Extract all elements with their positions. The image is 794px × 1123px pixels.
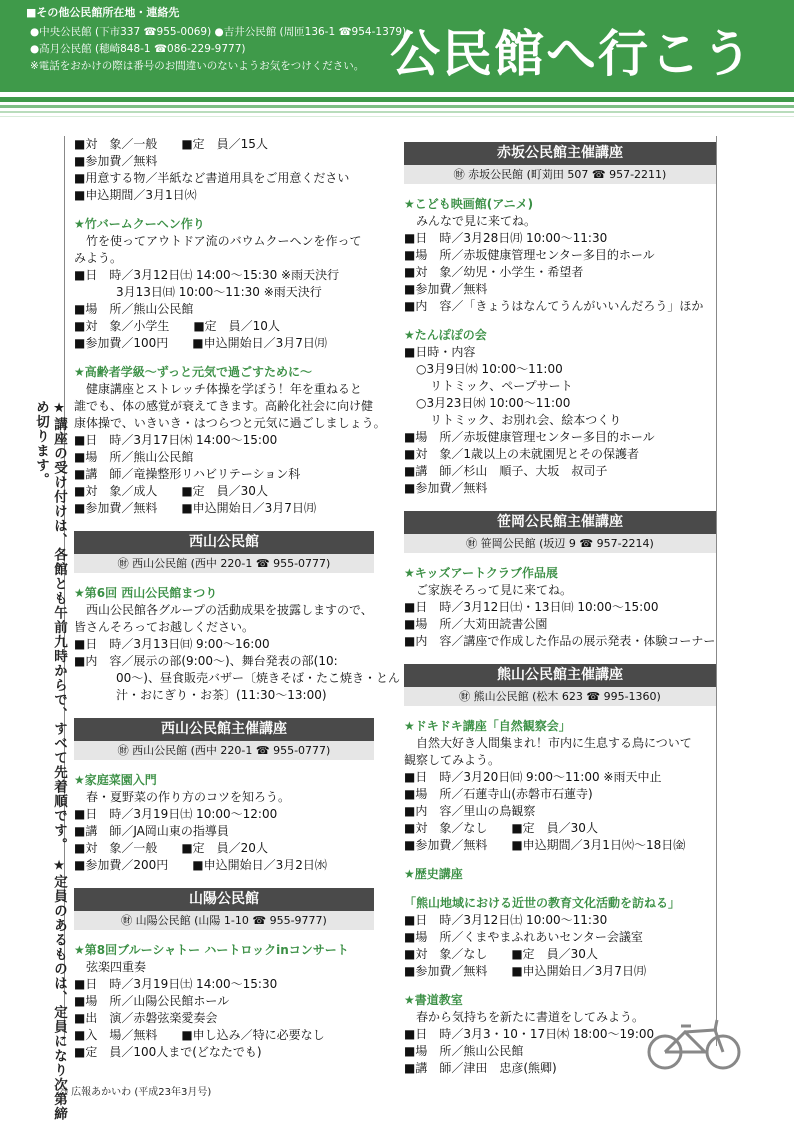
info-line: ■場 所／熊山公民館 [74,302,194,316]
info-line: ■参加費／無料 ■申込期間／3月1日㈫～18日㈮ [404,838,686,852]
info-line: リトミック、ペープサート [430,379,573,393]
side-note: ★講座の受け付けは、各館とも午前九時からで、すべて先着順です。 ★定員のあるものは、定員になり次第締め切ります。 [33,400,67,1122]
info-line: ■対 象／1歳以上の未就園児とその保護者 [404,447,639,461]
info-line: ■参加費／無料 [74,154,158,168]
event-title: ★ドキドキ講座「自然観察会」 [404,719,571,733]
info-line: ○3月23日㈬ 10:00～11:00 [416,396,571,410]
info-line: ■対 象／一般 ■定 員／20人 [74,841,268,855]
section-address: ㊖ 西山公民館 (西中 220-1 ☎ 955-0777) [74,741,374,760]
info-line: ○3月9日㈬ 10:00～11:00 [416,362,563,376]
info-line: 3月13日㈰ 10:00～11:30 ※雨天決行 [116,285,322,299]
info-line: 康体操で、いきいき・はつらつと元気に過ごしましょう。 [74,416,386,430]
header-band [0,0,794,92]
stripe [0,116,794,117]
contact-line-3: ※電話をおかけの際は番号のお間違いのないようお気をつけください。 [30,60,365,72]
info-line: ■場 所／赤坂健康管理センター多目的ホール [404,248,655,262]
info-line: ■日 時／3月20日㈰ 9:00～11:00 ※雨天中止 [404,770,662,784]
info-line: ■内 容／展示の部(9:00～)、舞台発表の部(10: [74,654,338,668]
info-line: ■参加費／100円 ■申込開始日／3月7日㈪ [74,336,327,350]
info-line: ■日 時／3月12日㈯ 10:00～11:30 [404,913,608,927]
event-title: ★書道教室 [404,993,463,1007]
stripe [0,97,794,102]
event-title: ★高齢者学級～ずっと元気で過ごすために～ [74,365,313,379]
event-title: ★第6回 西山公民館まつり [74,586,218,600]
left-column [74,136,400,1061]
info-line: 西山公民館各グループの活動成果を披露しますので、 [86,603,373,617]
info-line: ■参加費／無料 ■申込開始日／3月7日㈪ [404,964,646,978]
section-header: 西山公民館主催講座 [74,718,374,741]
info-line: 00～)、昼食販売バザー〔焼きそば・たこ焼き・とん [116,671,400,685]
event-title: ★第8回ブルーシャトー ハートロックinコンサート [74,943,349,957]
info-line: 自然大好き人間集まれ！市内に生息する鳥について [416,736,692,750]
section-address: ㊖ 西山公民館 (西中 220-1 ☎ 955-0777) [74,554,374,573]
section-header: 西山公民館 [74,531,374,554]
info-line: ■場 所／大苅田読書公園 [404,617,548,631]
section-header: 熊山公民館主催講座 [404,664,716,687]
info-line: ■日 時／3月13日㈰ 9:00～16:00 [74,637,270,651]
info-line: 健康講座とストレッチ体操を学ぼう！年を重ねると [86,382,362,396]
event-title: ★たんぽぽの会 [404,328,487,342]
info-line: ■申込期間／3月1日㈫ [74,188,197,202]
info-line: ■参加費／200円 ■申込開始日／3月2日㈬ [74,858,327,872]
info-line: ■対 象／なし ■定 員／30人 [404,947,598,961]
contact-heading: ■その他公民館所在地・連絡先 [26,6,180,19]
info-line: 竹を使ってアウトドア流のバウムクーヘンを作って [86,234,362,248]
info-line: ■日 時／3月3・10・17日㈭ 18:00～19:00 [404,1027,655,1041]
event-title: ★歴史講座 [404,867,463,881]
section-address: ㊖ 熊山公民館 (松木 623 ☎ 995-1360) [404,687,716,706]
info-line: ■講 師／杉山 順子、大坂 叔司子 [404,464,608,478]
divider [716,136,717,1046]
info-line: ■対 象／成人 ■定 員／30人 [74,484,268,498]
info-line: ■対 象／幼児・小学生・希望者 [404,265,584,279]
info-line: 観察してみよう。 [404,753,501,767]
info-line: ■日 時／3月12日㈯ 14:00～15:30 ※雨天決行 [74,268,340,282]
right-column [404,142,716,1077]
section-header: 笹岡公民館主催講座 [404,511,716,534]
info-line: ■内 容／「きょうはなんてうんがいいんだろう」ほか [404,299,704,313]
info-line: ■内 容／里山の鳥観察 [404,804,536,818]
event-title: ★キッズアートクラブ作品展 [404,566,558,580]
info-line: ■場 所／赤坂健康管理センター多目的ホール [404,430,655,444]
info-line: ■講 師／JA岡山東の指導員 [74,824,229,838]
info-line: ■日 時／3月19日㈯ 10:00～12:00 [74,807,278,821]
info-line: ■講 師／津田 忠彦(熊卿) [404,1061,557,1075]
info-line: 弦楽四重奏 [86,960,147,974]
info-line: 春から気持ちを新たに書道をしてみよう。 [416,1010,645,1024]
info-line: ■場 所／石蓮寺山(赤磐市石蓮寺) [404,787,593,801]
info-line: ■日 時／3月28日㈪ 10:00～11:30 [404,231,608,245]
stripe [0,111,794,113]
info-line: 誰でも、体の感覚が衰えてきます。高齢化社会に向け健 [74,399,374,413]
info-line: ■定 員／100人まで(どなたでも) [74,1045,262,1059]
info-line: ■参加費／無料 ■申込開始日／3月7日㈪ [74,501,316,515]
event-title: 「熊山地域における近世の教育文化活動を訪ねる」 [404,896,681,910]
info-line: ■出 演／赤磐弦楽愛奏会 [74,1011,218,1025]
section-header: 赤坂公民館主催講座 [404,142,716,165]
event-title: ★こども映画館(アニメ) [404,197,534,211]
section-address: ㊖ 赤坂公民館 (町苅田 507 ☎ 957-2211) [404,165,716,184]
event-title: ★家庭菜園入門 [74,773,157,787]
info-line: みんなで見に来てね。 [416,214,537,228]
info-line: ■対 象／一般 ■定 員／15人 [74,137,268,151]
event-title: ★竹バームクーヘン作り [74,217,205,231]
info-line: ■場 所／山陽公民館ホール [74,994,230,1008]
page-title: 公民館へ行こう [390,25,754,83]
info-line: ■日 時／3月19日㈯ 14:00～15:30 [74,977,278,991]
section-address: ㊖ 笹岡公民館 (坂辺 9 ☎ 957-2214) [404,534,716,553]
info-line: ■入 場／無料 ■申し込み／特に必要なし [74,1028,325,1042]
info-line: ■対 象／なし ■定 員／30人 [404,821,598,835]
contact-line-1: ●中央公民館 (下市337 ☎955-0069) ●吉井公民館 (周匝136-1 ☎954-1379) [30,26,407,38]
section-header: 山陽公民館 [74,888,374,911]
stripe [0,105,794,108]
info-line: 皆さんそろってお越しください。 [74,620,255,634]
info-line: ■対 象／小学生 ■定 員／10人 [74,319,280,333]
info-line: ■用意する物／半紙など書道用具をご用意ください [74,171,350,185]
info-line: ご家族そろって見に来てね。 [416,583,573,597]
info-line: ■日時・内容 [404,345,476,359]
info-line: ■参加費／無料 [404,282,488,296]
info-line: リトミック、お別れ会、絵本つくり [430,413,622,427]
info-line: みよう。 [74,251,123,265]
info-line: ■場 所／熊山公民館 [74,450,194,464]
info-line: 春・夏野菜の作り方のコツを知ろう。 [86,790,291,804]
info-line: ■内 容／講座で作成した作品の展示発表・体験コーナー [404,634,716,648]
info-line: ■日 時／3月17日㈭ 14:00～15:00 [74,433,278,447]
info-line: ■講 師／竜操整形リハビリテーション科 [74,467,301,481]
info-line: 汁・おにぎり・お茶〕(11:30～13:00) [116,688,327,702]
info-line: ■日 時／3月12日㈯・13日㈰ 10:00～15:00 [404,600,659,614]
bicycle-icon [645,1012,745,1072]
info-line: ■場 所／くまやまふれあいセンター会議室 [404,930,643,944]
contact-line-2: ●高月公民館 (穂崎848-1 ☎086-229-9777) [30,43,246,55]
info-line: ■場 所／熊山公民館 [404,1044,524,1058]
info-line: ■参加費／無料 [404,481,488,495]
section-address: ㊖ 山陽公民館 (山陽 1-10 ☎ 955-9777) [74,911,374,930]
footer: ㉕ 広報あかいわ (平成23年3月号) [58,1087,212,1098]
